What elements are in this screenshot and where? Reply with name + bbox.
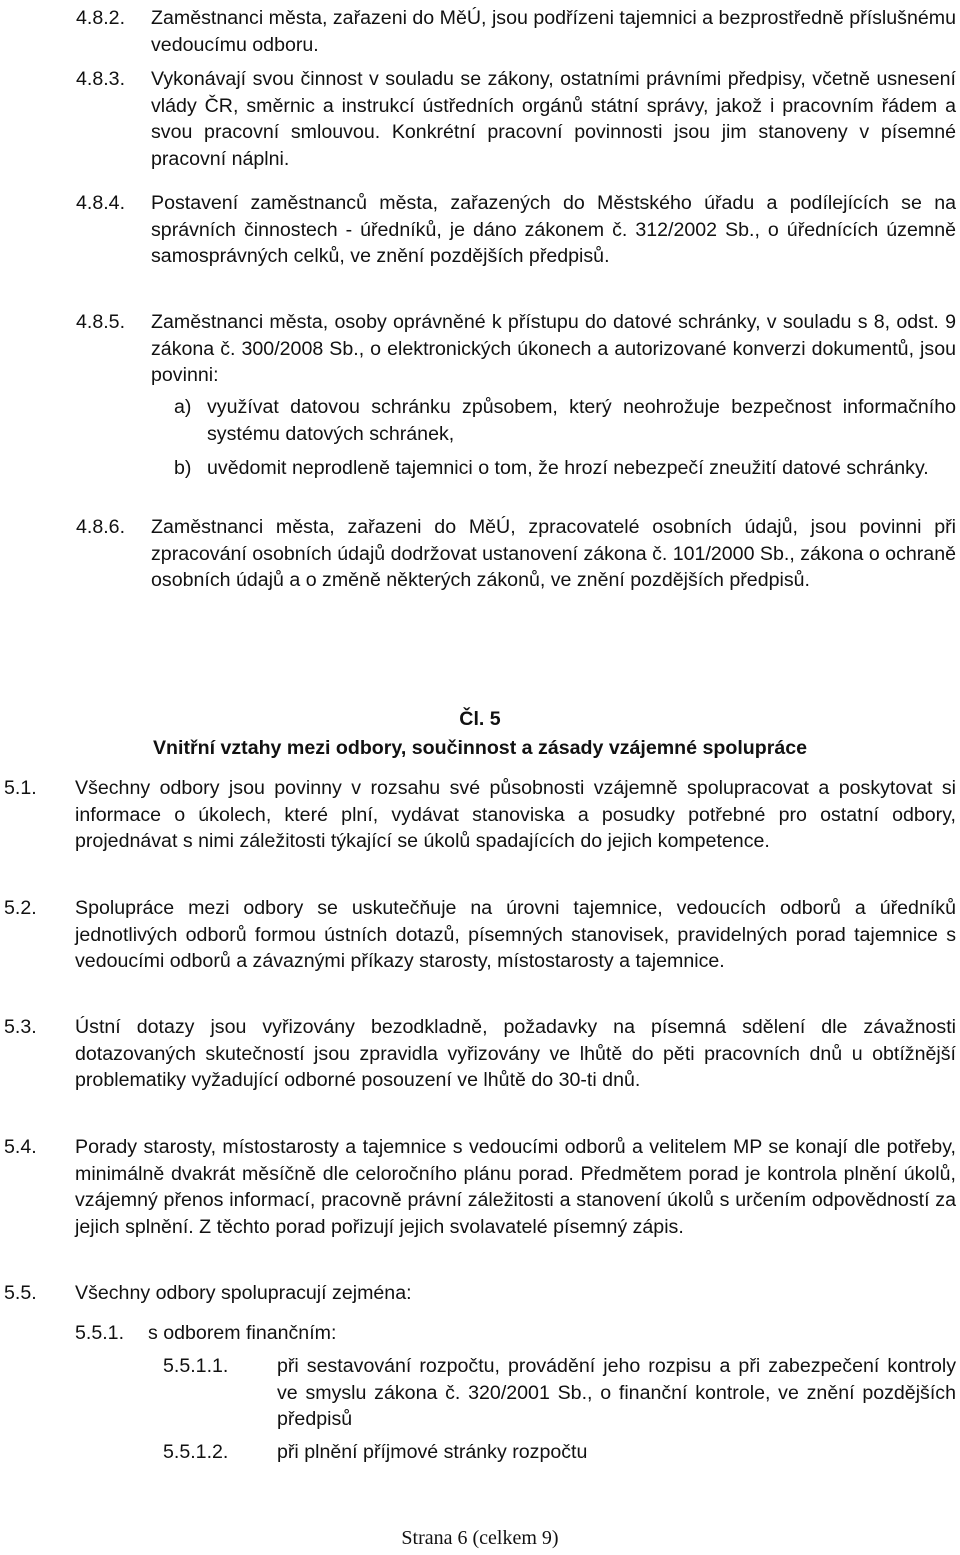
clause-number: 5.2. (4, 897, 37, 919)
clause-number: 4.8.5. (76, 311, 126, 333)
clause-text: Vykonávají svou činnost v souladu se zákony, ostatními právními předpisy, včetně usnesení vlády ČR, směrnic a instrukcí ústředních orgánů státní správy, jakož i pracovním řádem a svou pracovní smlouvou. Konkrétní pracovní povinnosti jsou jim stanoveny v písemné pracovní náplni. (151, 68, 956, 170)
clause-text: Všechny odbory jsou povinny v rozsahu své působnosti vzájemně spolupracovat a poskytovat si informace o úkolech, které plní, vydávat stanoviska a posudky potřebné pro ostatní odbory, projednávat s nimi záležitosti týkající se úkolů spadajících do jejich kompetence. (75, 777, 956, 852)
clause-text: při sestavování rozpočtu, provádění jeho rozpisu a při zabezpečení kontroly ve smyslu zákona č. 320/2001 Sb., o finanční kontrole, ve znění pozdějších předpisů (277, 1355, 956, 1430)
clause-text: Zaměstnanci města, zařazeni do MěÚ, zpracovatelé osobních údajů, jsou povinni při zpracování osobních údajů dodržovat ustanovení zákona č. 101/2000 Sb., zákona o ochraně osobních údajů a o změně některých zákonů, ve znění pozdějších předpisů. (151, 516, 956, 591)
clause-text: Porady starosty, místostarosty a tajemnice s vedoucími odborů a velitelem MP se konají dle potřeby, minimálně dvakrát měsíčně dle celoročního plánu porad. Předmětem porad je kontrola plnění úkolů, vzájemný přenos informací, pracovně právní záležitosti a stanovení úkolů s určením odpovědností za jejich splnění. Z těchto porad pořizují jejich svolavatelé písemný zápis. (75, 1136, 956, 1238)
clause-number: 5.5.1.2. (163, 1441, 229, 1463)
clause-number: 5.5. (4, 1282, 37, 1304)
clause-number: 4.8.2. (76, 7, 126, 29)
clause-text: Zaměstnanci města, osoby oprávněné k přístupu do datové schránky, v souladu s 8, odst. 9 zákona č. 300/2008 Sb., o elektronických úkonech a autorizované konverzi dokumentů, jsou povinni: (151, 311, 956, 386)
article-title: Vnitřní vztahy mezi odbory, součinnost a zásady vzájemné spolupráce (152, 737, 808, 759)
clause-text: Postavení zaměstnanců města, zařazených do Městského úřadu a podílejících se na správních činnostech - úředníků, je dáno zákonem č. 312/2002 Sb., o úřednících územně samosprávných celků, ve znění pozdějších předpisů. (151, 192, 956, 267)
clause-text: Ústní dotazy jsou vyřizovány bezodkladně, požadavky na písemná sdělení dle závažnosti dotazovaných skutečností jsou zpravidla vyřizovány ve lhůtě do pěti pracovních dnů u obtížnější problematiky vyžadující odborné posouzení ve lhůtě do 30-ti dnů. (75, 1016, 956, 1091)
clause-number: 5.3. (4, 1016, 37, 1038)
page-footer: Strana 6 (celkem 9) (401, 1527, 559, 1549)
clause-number: 4.8.6. (76, 516, 126, 538)
sub-item-text: využívat datovou schránku způsobem, který neohrožuje bezpečnost informačního systému datových schránek, (207, 396, 956, 445)
clause-number: 4.8.3. (76, 68, 126, 90)
clause-text: při plnění příjmové stránky rozpočtu (277, 1441, 588, 1463)
clause-number: 4.8.4. (76, 192, 126, 214)
clause-text: s odborem finančním: (148, 1322, 337, 1344)
sub-item-letter: a) (174, 396, 192, 418)
clause-number: 5.4. (4, 1136, 37, 1158)
sub-item-letter: b) (174, 457, 192, 479)
clause-number: 5.5.1.1. (163, 1355, 229, 1377)
article-number: Čl. 5 (459, 708, 501, 730)
sub-item-text: uvědomit neprodleně tajemnici o tom, že hrozí nebezpečí zneužití datové schránky. (207, 457, 929, 479)
clause-number: 5.5.1. (75, 1322, 125, 1344)
clause-text: Zaměstnanci města, zařazeni do MěÚ, jsou podřízeni tajemnici a bezprostředně příslušnému vedoucímu odboru. (151, 7, 956, 56)
clause-text: Spolupráce mezi odbory se uskutečňuje na úrovni tajemnice, vedoucích odborů a úředníků jednotlivých odborů formou ústních dotazů, písemných stanovisek, pravidelných porad tajemnice s vedoucími odborů a závaznými příkazy starosty, místostarosty a tajemnice. (75, 897, 956, 972)
clause-number: 5.1. (4, 777, 37, 799)
clause-text: Všechny odbory spolupracují zejména: (75, 1282, 412, 1304)
